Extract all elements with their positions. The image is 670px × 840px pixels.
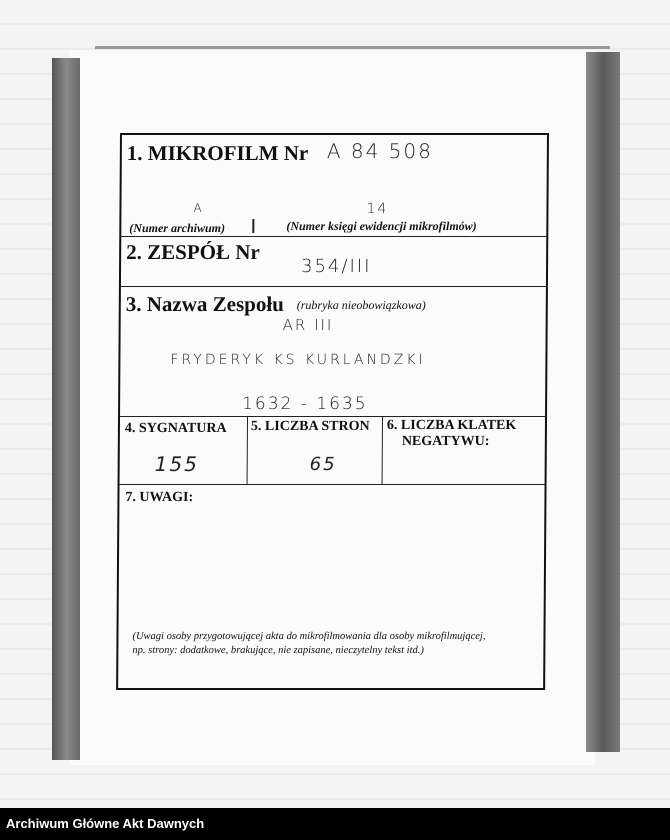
fond-dates: 1632 - 1635 [242,394,368,414]
film-edge-left [52,58,80,760]
section-counts [120,416,545,485]
section-fond-name [120,286,546,417]
frame-count-label-1: 6. LICZBA KLATEK [386,418,517,433]
column-divider [247,416,248,484]
microfilm-label: 1. MIKROFILM Nr [126,141,309,165]
archive-footer: Archiwum Główne Akt Dawnych [0,808,670,840]
fond-number-label: 2. ZESPÓŁ Nr [126,240,260,264]
remarks-note-line2: np. strony: dodatkowe, brakujące, nie zapisane, nieczytelny tekst itd.) [132,645,424,656]
divider [252,219,254,233]
section-microfilm [121,135,547,237]
ledger-number-label: (Numer księgi ewidencji mikrofilmów) [286,219,477,233]
fond-name-line2: FRYDERYK KS KURLANDZKI [170,352,426,368]
microfilm-number: A 84 508 [326,139,433,163]
fond-name-line1: AR III [282,316,334,334]
film-edge [95,46,610,49]
fond-number-value: 354/III [300,256,372,277]
microfilm-form [116,133,549,690]
page-count-value: 65 [309,454,337,475]
fond-name-label: 3. Nazwa Zespołu [125,292,284,316]
archive-number-label: (Numer archiwum) [129,221,226,235]
remarks-label: 7. UWAGI: [125,490,194,505]
frame-count-label-2: NEGATYWU: [401,434,490,449]
signature-label: 4. SYGNATURA [124,421,227,436]
page-count-label: 5. LICZBA STRON [250,419,370,434]
remarks-note-line1: (Uwagi osoby przygotowującej akta do mikrofilmowania dla osoby mikrofilmującej, [132,631,486,642]
fond-name-note: (rubryka nieobowiązkowa) [296,298,426,312]
film-edge-right [586,52,620,752]
column-divider [382,416,383,484]
remarks-note [132,630,485,658]
signature-value: 155 [154,452,199,476]
archive-number-value: A [193,201,204,215]
section-fond-number [121,236,546,287]
ledger-number-value: 14 [366,201,389,217]
